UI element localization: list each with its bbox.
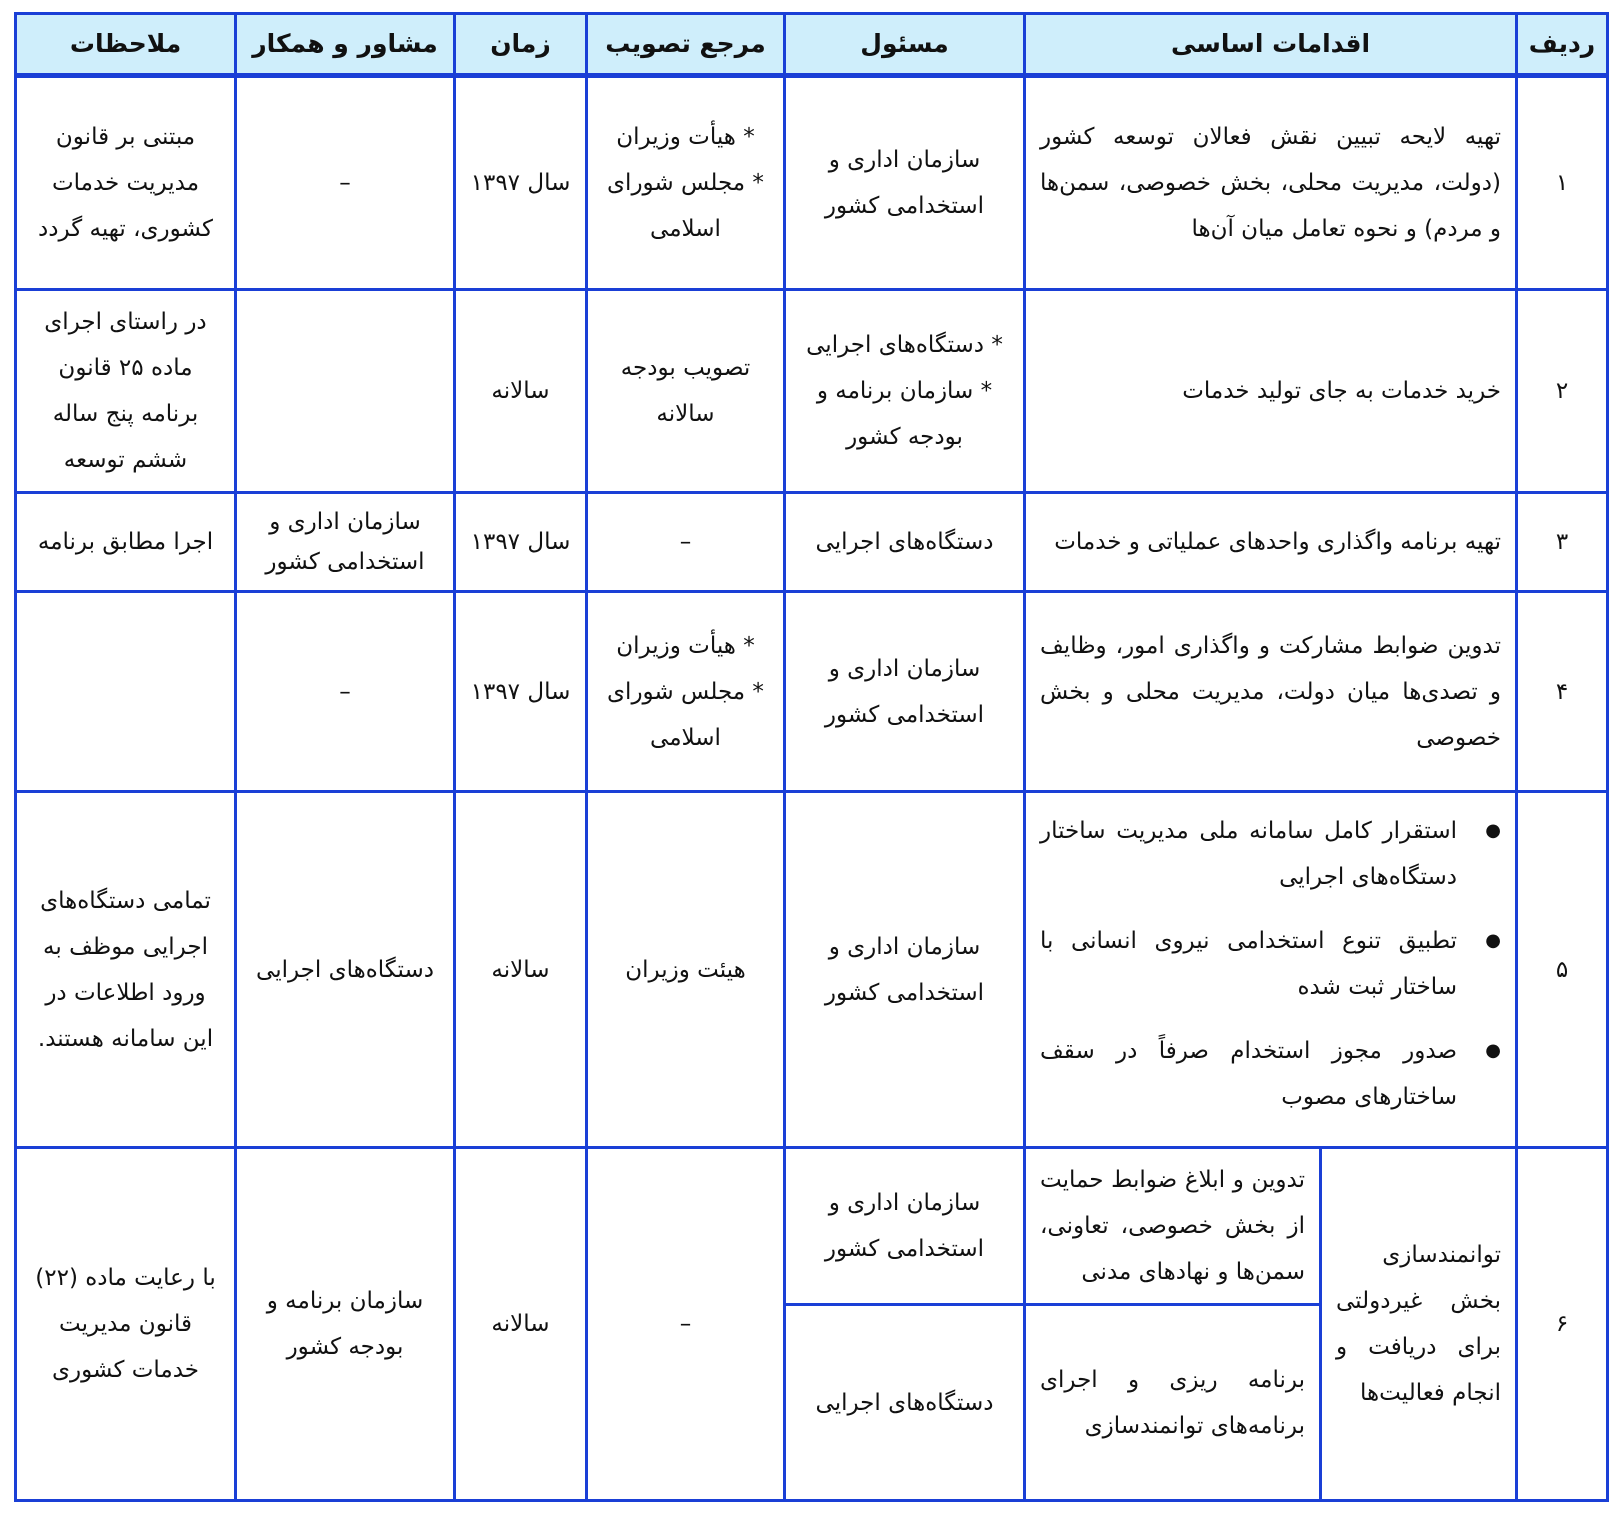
approval-item: * مجلس شورای اسلامی: [607, 678, 764, 751]
notes-cell: در راستای اجرای ماده ۲۵ قانون برنامه پنج ساله ششم توسعه: [16, 290, 236, 493]
responsible-item: * دستگاه‌های اجرایی: [806, 332, 1003, 358]
table-row: [16, 592, 1608, 792]
approval-item: * هیأت وزیران: [616, 124, 755, 150]
table-row: [16, 290, 1608, 493]
row-number: ۱: [1517, 76, 1608, 290]
header-zaman: زمان: [455, 14, 587, 76]
header-masool: مسئول: [785, 14, 1025, 76]
approval-cell: –: [587, 493, 785, 592]
header-moshaver: مشاور و همکار: [236, 14, 455, 76]
header-row: [16, 14, 1608, 76]
advisor-cell: دستگاه‌های اجرایی: [236, 792, 455, 1148]
responsible-cell: دستگاه‌های اجرایی: [785, 493, 1025, 592]
action-cell: تدوین ضوابط مشارکت و واگذاری امور، وظایف و تصدی‌ها میان دولت، مدیریت محلی و بخش خصوصی: [1025, 592, 1517, 792]
approval-item: * هیأت وزیران: [616, 632, 755, 659]
bullet-list: [1040, 808, 1501, 1120]
time-cell: سالانه: [455, 792, 587, 1148]
responsible-cell: سازمان اداری و استخدامی کشور: [785, 76, 1025, 290]
row-number: ۵: [1517, 792, 1608, 1148]
list-item: ● صدور مجوز استخدام صرفاً در سقف ساختارهای مصوب: [1040, 1028, 1501, 1120]
sub-action-cell: برنامه ریزی و اجرای برنامه‌های توانمندسازی: [1025, 1305, 1321, 1501]
approval-cell: –: [587, 1148, 785, 1501]
approval-cell: [587, 76, 785, 290]
list-item: ● تطبیق تنوع استخدامی نیروی انسانی با ساختار ثبت شده: [1040, 918, 1501, 1010]
action-plan-table: [14, 12, 1609, 1502]
table-row: [16, 1148, 1608, 1305]
header-marja: مرجع تصویب: [587, 14, 785, 76]
advisor-cell: [236, 290, 455, 493]
responsible-cell: دستگاه‌های اجرایی: [785, 1305, 1025, 1501]
approval-cell: هیئت وزیران: [587, 792, 785, 1148]
row-number: ۶: [1517, 1148, 1608, 1501]
advisor-cell: –: [236, 76, 455, 290]
responsible-item: * سازمان برنامه و بودجه کشور: [816, 378, 993, 450]
advisor-cell: سازمان برنامه و بودجه کشور: [236, 1148, 455, 1501]
header-radif: ردیف: [1517, 14, 1608, 76]
time-cell: سالانه: [455, 290, 587, 493]
responsible-cell: [785, 290, 1025, 493]
approval-item: * مجلس شورای اسلامی: [607, 170, 764, 242]
action-cell: تهیه برنامه واگذاری واحدهای عملیاتی و خدمات: [1025, 493, 1517, 592]
table-row: [16, 792, 1608, 1148]
table-row: [16, 76, 1608, 290]
action-cell: خرید خدمات به جای تولید خدمات: [1025, 290, 1517, 493]
responsible-cell: سازمان اداری و استخدامی کشور: [785, 592, 1025, 792]
header-eghdamat: اقدامات اساسی: [1025, 14, 1517, 76]
action-cell: [1025, 792, 1517, 1148]
list-item: ● استقرار کامل سامانه ملی مدیریت ساختار دستگاه‌های اجرایی: [1040, 808, 1501, 900]
notes-cell: تمامی دستگاه‌های اجرایی موظف به ورود اطلاعات در این سامانه هستند.: [16, 792, 236, 1148]
group-cell: توانمندسازی بخش غیردولتی برای دریافت و انجام فعالیت‌ها: [1321, 1148, 1517, 1501]
time-cell: سال ۱۳۹۷: [455, 76, 587, 290]
notes-cell: با رعایت ماده (۲۲) قانون مدیریت خدمات کشوری: [16, 1148, 236, 1501]
notes-cell: اجرا مطابق برنامه: [16, 493, 236, 592]
time-cell: سال ۱۳۹۷: [455, 592, 587, 792]
approval-cell: [587, 592, 785, 792]
time-cell: سال ۱۳۹۷: [455, 493, 587, 592]
advisor-cell: سازمان اداری و استخدامی کشور: [236, 493, 455, 592]
row-number: ۲: [1517, 290, 1608, 493]
action-cell: تهیه لایحه تبیین نقش فعالان توسعه کشور (دولت، مدیریت محلی، بخش خصوصی، سمن‌ها و مردم) و نحوه تعامل میان آن‌ها: [1025, 76, 1517, 290]
advisor-cell: –: [236, 592, 455, 792]
time-cell: سالانه: [455, 1148, 587, 1501]
table-row: [16, 493, 1608, 592]
notes-cell: مبتنی بر قانون مدیریت خدمات کشوری، تهیه گردد: [16, 76, 236, 290]
row-number: ۴: [1517, 592, 1608, 792]
sub-action-cell: تدوین و ابلاغ ضوابط حمایت از بخش خصوصی، تعاونی، سمن‌ها و نهادهای مدنی: [1025, 1148, 1321, 1305]
responsible-cell: سازمان اداری و استخدامی کشور: [785, 1148, 1025, 1305]
row-number: ۳: [1517, 493, 1608, 592]
header-molahezat: ملاحظات: [16, 14, 236, 76]
approval-cell: تصویب بودجه سالانه: [587, 290, 785, 493]
notes-cell: [16, 592, 236, 792]
responsible-cell: سازمان اداری و استخدامی کشور: [785, 792, 1025, 1148]
